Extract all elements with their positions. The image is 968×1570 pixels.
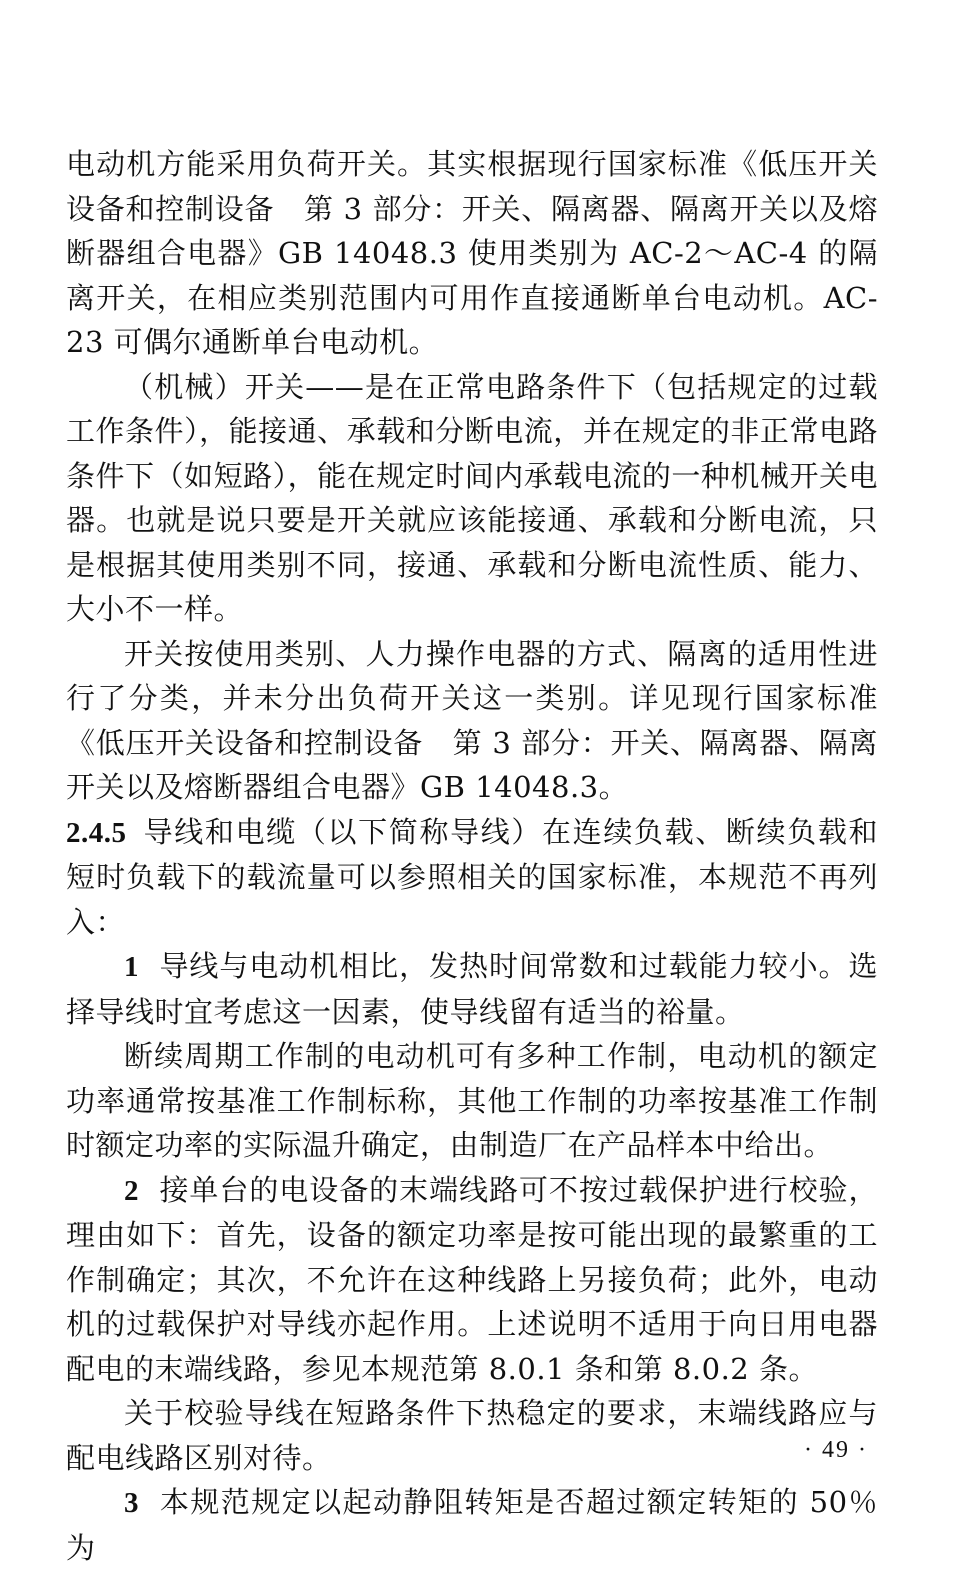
- item-3-text: 本规范规定以起动静阻转矩是否超过额定转矩的 50％为: [66, 1485, 878, 1565]
- item-1-text: 导线与电动机相比，发热时间常数和过载能力较小。选择导线时宜考虑这一因素，使导线留有适当的裕量。: [66, 949, 878, 1029]
- page-body: [66, 142, 878, 1570]
- item-2-followup: 关于校验导线在短路条件下热稳定的要求，末端线路应与配电线路区别对待。: [66, 1396, 878, 1475]
- section-number: 2.4.5: [66, 816, 127, 849]
- item-3-number: 3: [124, 1487, 139, 1519]
- section-text: 导线和电缆（以下简称导线）在连续负载、断续负载和短时负载下的载流量可以参照相关的国家标准，本规范不再列入：: [66, 814, 878, 939]
- paragraph-mechanical-switch-definition: （机械）开关——是在正常电路条件下（包括规定的过载工作条件），能接通、承载和分断电流，并在规定的非正常电路条件下（如短路），能在规定时间内承载电流的一种机械开关电器。也就是说只要是开关就应该能接通、承载和分断电流，只是根据其使用类别不同，接通、承载和分断电流性质、能力、大小不一样。: [66, 369, 878, 626]
- paragraph-continuation: 电动机方能采用负荷开关。其实根据现行国家标准《低压开关设备和控制设备 第 3 部分：开关、隔离器、隔离开关以及熔断器组合电器》GB 14048.3 使用类别为 AC-2～AC-4 的隔离开关，在相应类别范围内可用作直接通断单台电动机。AC-23 可偶尔通断单台电动机。: [66, 147, 878, 359]
- item-1-number: 1: [124, 951, 139, 983]
- item-1: [66, 944, 878, 1034]
- item-3: [66, 1480, 878, 1570]
- item-2-number: 2: [124, 1174, 139, 1207]
- item-1-followup: 断续周期工作制的电动机可有多种工作制，电动机的额定功率通常按基准工作制标称，其他工作制的功率按基准工作制时额定功率的实际温升确定，由制造厂在产品样本中给出。: [66, 1039, 878, 1162]
- paragraph-switch-classification: 开关按使用类别、人力操作电器的方式、隔离的适用性进行了分类，并未分出负荷开关这一类别。详见现行国家标准《低压开关设备和控制设备 第 3 部分：开关、隔离器、隔离开关以及熔断器组合电器》GB 14048.3。: [66, 636, 878, 804]
- section-2-4-5: [66, 810, 878, 945]
- page-number: · 49 ·: [804, 1437, 868, 1463]
- item-2-text: 接单台的电设备的末端线路可不按过载保护进行校验，理由如下：首先，设备的额定功率是按可能出现的最繁重的工作制确定；其次，不允许在这种线路上另接负荷；此外，电动机的过载保护对导线亦起作用。上述说明不适用于向日用电器配电的末端线路，参见本规范第 8.0.1 条和第 8.0.2 条。: [66, 1172, 878, 1386]
- item-2: [66, 1168, 878, 1392]
